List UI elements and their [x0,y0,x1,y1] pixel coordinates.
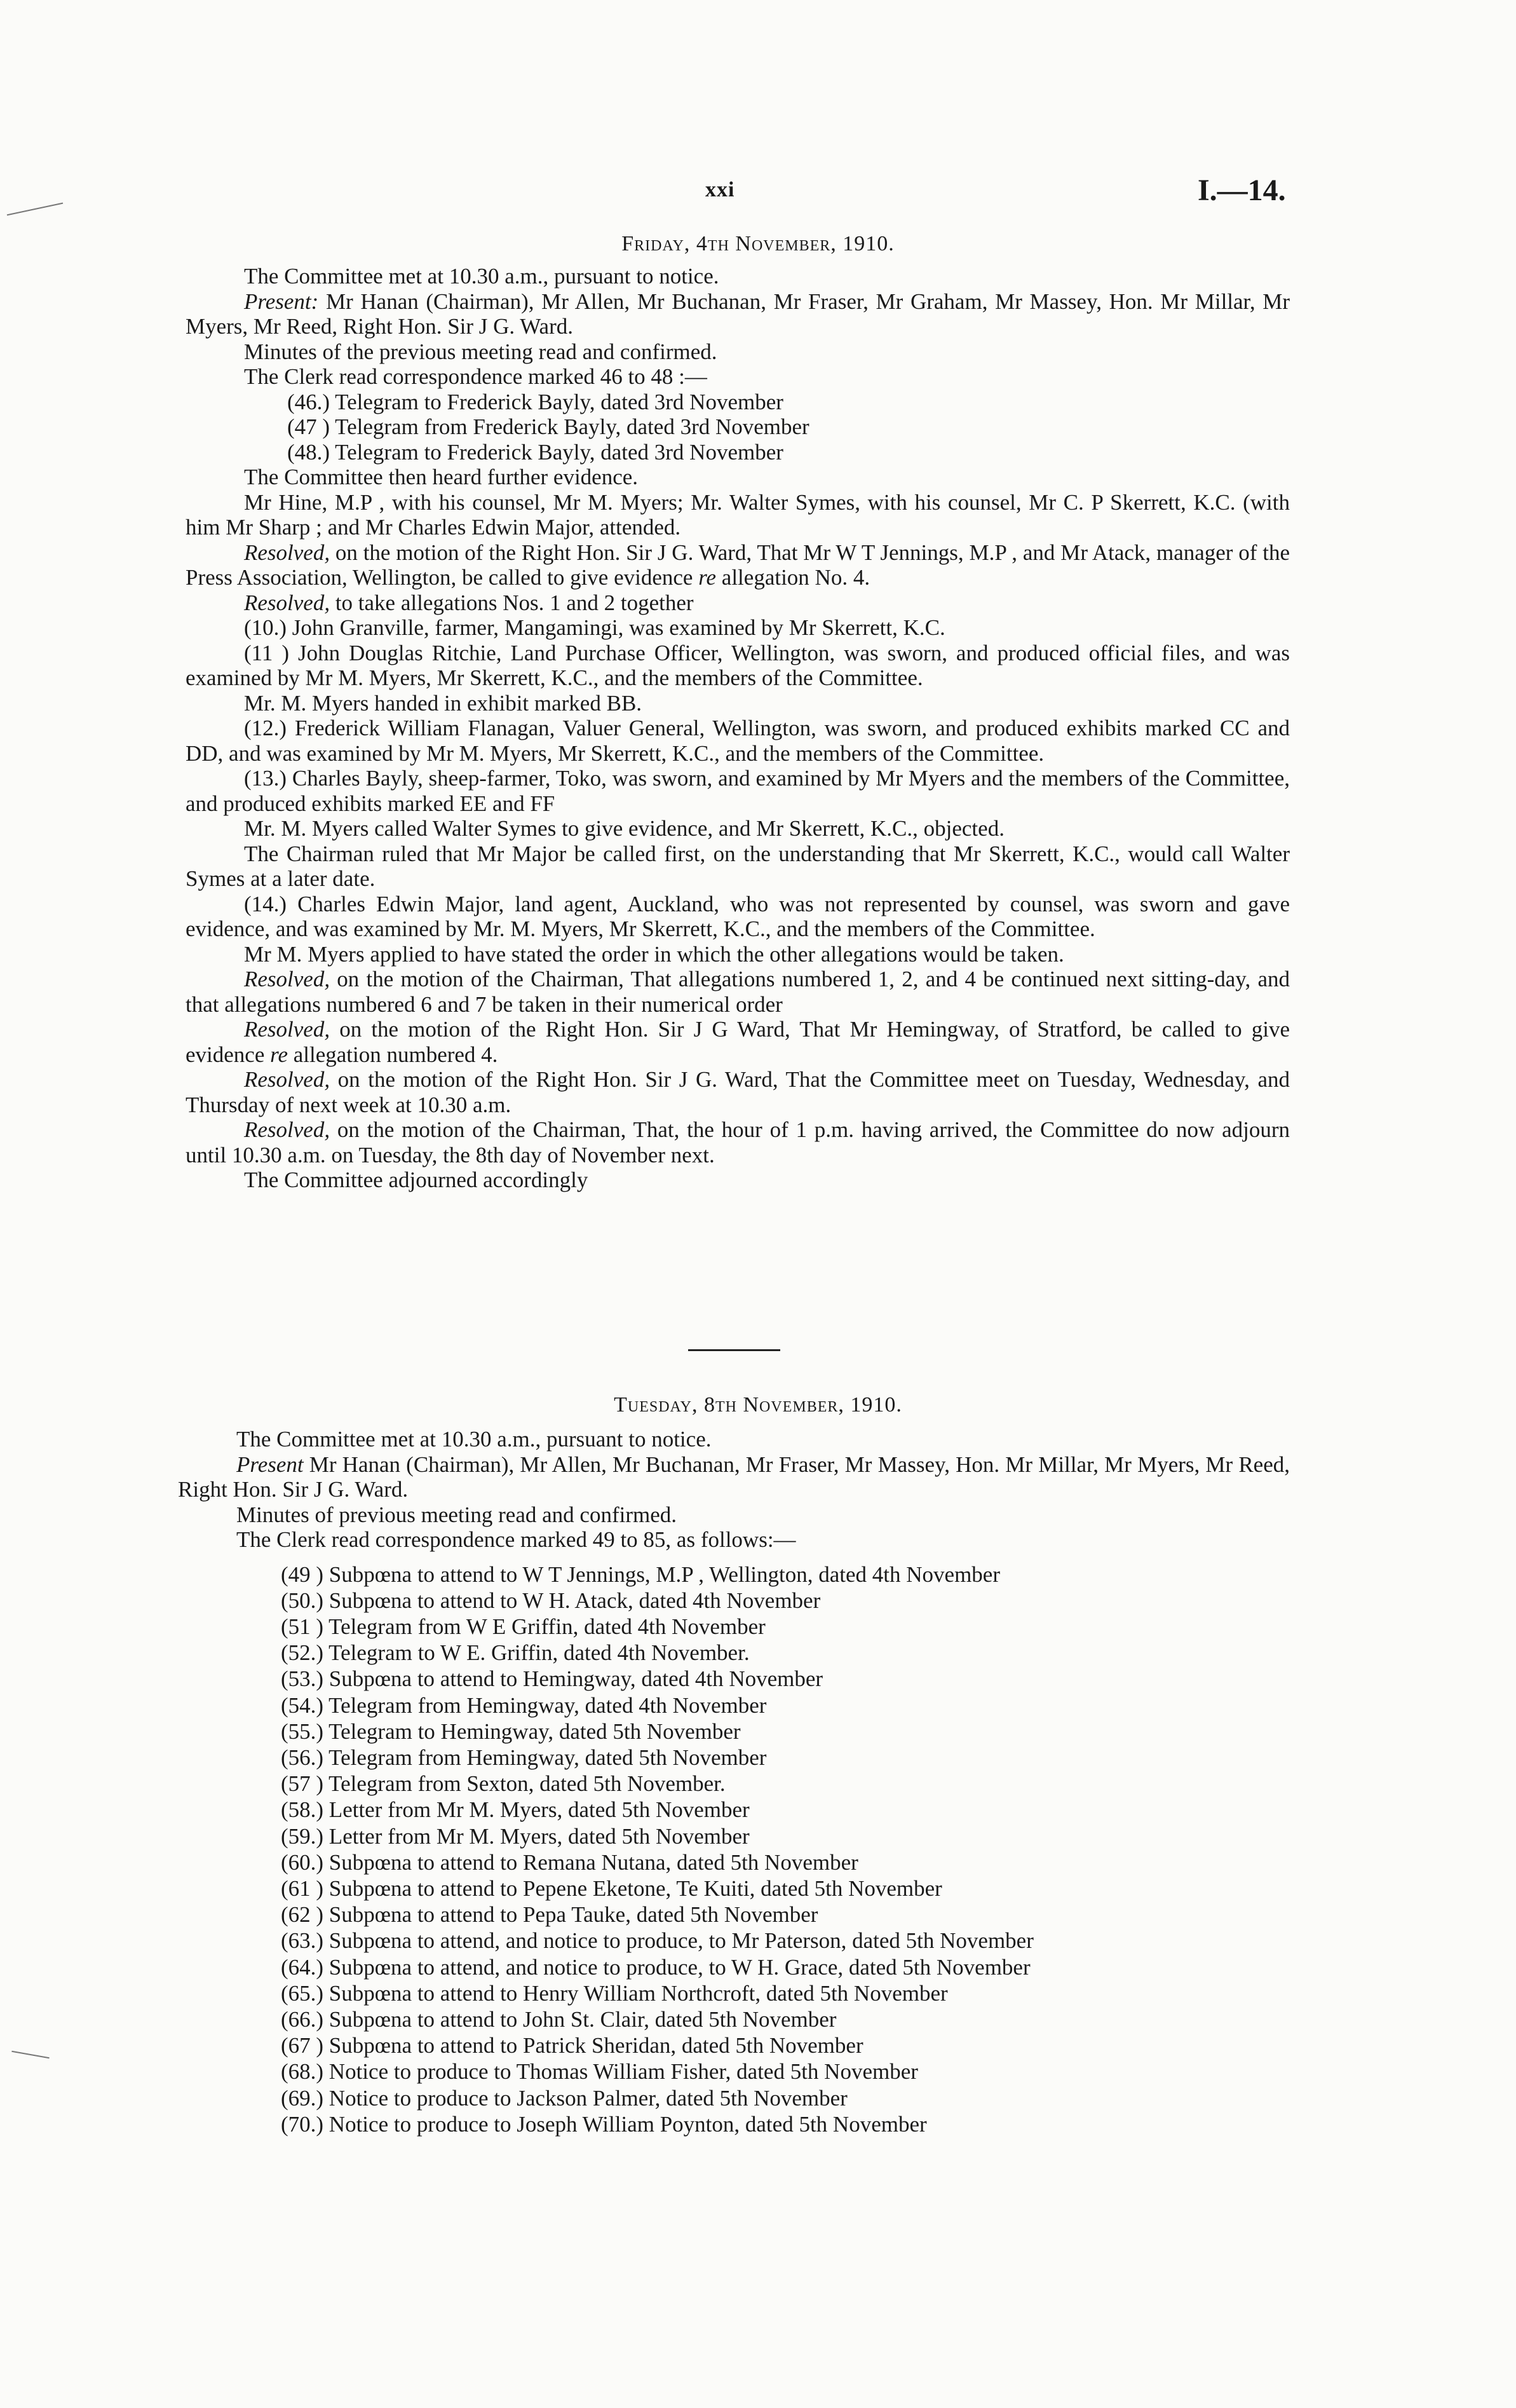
list-item: (69.) Notice to produce to Jackson Palmer, dated 5th November [281,2085,848,2111]
present-label: Present [236,1452,304,1477]
resolved-label: Resolved, [244,540,330,565]
list-item: (57 ) Telegram from Sexton, dated 5th November. [281,1771,726,1797]
adjourned-statement: The Committee adjourned accordingly [244,1167,588,1192]
list-item: (64.) Subpœna to attend, and notice to produce, to W H. Grace, dated 5th November [281,1954,1031,1980]
resolution-text: on the motion of the Right Hon. Sir J G Ward, That Mr Hemingway, of Stratford, be called to give evidence [186,1017,1290,1067]
present-paragraph [186,289,1290,339]
list-item: (68.) Notice to produce to Thomas William Fisher, dated 5th November [281,2059,918,2085]
present-members: Mr Hanan (Chairman), Mr Allen, Mr Buchanan, Mr Fraser, Mr Massey, Hon. Mr Millar, Mr Myers, Mr Reed, Right Hon. Sir J G. Ward. [178,1452,1290,1502]
present-members: Mr Hanan (Chairman), Mr Allen, Mr Buchanan, Mr Fraser, Mr Graham, Mr Massey, Hon. Mr Millar, Mr Myers, Mr Reed, Right Hon. Sir J G. Ward. [186,289,1290,339]
resolution-text: to take allegations Nos. 1 and 2 together [335,590,694,615]
list-item: (63.) Subpœna to attend, and notice to produce, to Mr Paterson, dated 5th November [281,1928,1034,1954]
present-label: Present: [244,289,319,314]
meeting-opening: The Committee met at 10.30 a.m., pursuant to notice. [236,1427,712,1452]
list-item: (60.) Subpœna to attend to Remana Nutana, dated 5th November [281,1849,858,1875]
list-item: (65.) Subpœna to attend to Henry William Northcroft, dated 5th November [281,1980,948,2006]
list-item: (61 ) Subpœna to attend to Pepene Eketone, Te Kuiti, dated 5th November [281,1875,942,1901]
section-tuesday-body [178,1427,1290,2137]
list-item: (55.) Telegram to Hemingway, dated 5th November [281,1718,741,1744]
attendees-paragraph: Mr Hine, M.P , with his counsel, Mr M. Myers; Mr. Walter Symes, with his counsel, Mr C. P Skerrett, K.C. (with him Mr Sharp ; and Mr Charles Edwin Major, attended. [186,489,1290,540]
meeting-opening: The Committee met at 10.30 a.m., pursuant to notice. [244,264,719,289]
order-application: Mr M. Myers applied to have stated the order in which the other allegations would be taken. [244,941,1064,967]
witness-ritchie: (11 ) John Douglas Ritchie, Land Purchase Officer, Wellington, was sworn, and produced official files, and was examined by Mr M. Myers, Mr Skerrett, K.C., and the members of the Committee. [186,640,1290,690]
scan-artifact [7,203,63,216]
resolution-meet [186,1067,1290,1117]
witness-major: (14.) Charles Edwin Major, land agent, Auckland, who was not represented by counsel, was sworn and gave evidence, and was examined by Mr. M. Myers, Mr Skerrett, K.C., and the members of the Committee. [186,891,1290,941]
minutes-confirmed: Minutes of previous meeting read and confirmed. [236,1502,677,1527]
resolution-allegations [186,590,1290,616]
resolved-label: Resolved, [244,1017,330,1042]
list-item: (48.) Telegram to Frederick Bayly, dated 3rd November [287,439,783,465]
list-item: (66.) Subpœna to attend to John St. Clair, dated 5th November [281,2006,837,2032]
section-heading-friday: Friday, 4th November, 1910. [621,232,895,255]
clerk-correspondence: The Clerk read correspondence marked 49 to 85, as follows:— [236,1527,796,1552]
list-item: (56.) Telegram from Hemingway, dated 5th November [281,1745,767,1770]
list-item: (58.) Letter from Mr M. Myers, dated 5th November [281,1797,750,1823]
resolution-adjourn [186,1117,1290,1167]
resolution-text: on the motion of the Chairman, That allegations numbered 1, 2, and 4 be continued next sitting-day, and that allegations numbered 6 and 7 be taken in their numerical order [186,967,1290,1017]
resolved-label: Resolved, [244,1117,330,1142]
list-item: (67 ) Subpœna to attend to Patrick Sheridan, dated 5th November [281,2033,863,2058]
chairman-ruling: The Chairman ruled that Mr Major be called first, on the understanding that Mr Skerrett, K.C., would call Walter Symes at a later date. [186,841,1290,891]
list-item: (47 ) Telegram from Frederick Bayly, dated 3rd November [287,414,809,439]
minutes-confirmed: Minutes of the previous meeting read and confirmed. [244,339,717,364]
list-item: (70.) Notice to produce to Joseph William Poynton, dated 5th November [281,2111,927,2137]
page-number: xxi [705,178,735,201]
list-item: (54.) Telegram from Hemingway, dated 4th November [281,1692,767,1718]
resolution-text-tail: allegation No. 4. [721,565,870,590]
resolved-label: Resolved, [244,590,330,615]
witness-flanagan: (12.) Frederick William Flanagan, Valuer General, Wellington, was sworn, and produced exhibits marked CC and DD, and was examined by Mr M. Myers, Mr Skerrett, K.C., and the members of the Committee. [186,716,1290,766]
resolved-label: Resolved, [244,967,330,991]
symes-objection: Mr. M. Myers called Walter Symes to give evidence, and Mr Skerrett, K.C., objected. [244,816,1005,841]
list-item: (50.) Subpœna to attend to W H. Atack, dated 4th November [281,1588,821,1613]
clerk-correspondence: The Clerk read correspondence marked 46 to 48 :— [244,364,707,389]
section-divider [688,1349,780,1351]
section-heading-tuesday: Tuesday, 8th November, 1910. [614,1393,902,1417]
correspondence-list [178,1561,1290,2137]
resolution-continue [186,967,1290,1017]
section-friday-body [186,264,1290,1193]
resolution-text-tail: allegation numbered 4. [293,1042,498,1067]
list-item: (52.) Telegram to W E. Griffin, dated 4th November. [281,1640,750,1666]
resolution-jennings [186,540,1290,590]
evidence-heard: The Committee then heard further evidence. [244,465,639,489]
exhibit-bb: Mr. M. Myers handed in exhibit marked BB. [244,690,642,716]
list-item: (62 ) Subpœna to attend to Pepa Tauke, dated 5th November [281,1902,818,1928]
witness-bayly: (13.) Charles Bayly, sheep-farmer, Toko, was sworn, and examined by Mr Myers and the members of the Committee, and produced exhibits marked EE and FF [186,766,1290,816]
list-item: (51 ) Telegram from W E Griffin, dated 4th November [281,1614,766,1639]
list-item: (53.) Subpœna to attend to Hemingway, dated 4th November [281,1666,823,1692]
correspondence-list [186,390,1290,465]
present-paragraph [178,1452,1290,1502]
re-label: re [270,1042,288,1067]
resolution-hemingway [186,1017,1290,1067]
re-label: re [698,565,717,590]
list-item: (59.) Letter from Mr M. Myers, dated 5th November [281,1823,750,1849]
list-item: (49 ) Subpœna to attend to W T Jennings, M.P , Wellington, dated 4th November [281,1561,1000,1587]
witness-granville: (10.) John Granville, farmer, Mangamingi, was examined by Mr Skerrett, K.C. [244,615,945,640]
resolution-text: on the motion of the Chairman, That, the hour of 1 p.m. having arrived, the Committee do now adjourn until 10.30 a.m. on Tuesday, the 8th day of November next. [186,1117,1290,1167]
scan-artifact [11,2051,49,2058]
list-item: (46.) Telegram to Frederick Bayly, dated 3rd November [287,389,783,414]
resolved-label: Resolved, [244,1067,330,1092]
document-reference: I.—14. [1198,173,1286,207]
resolution-text: on the motion of the Right Hon. Sir J G. Ward, That Mr W T Jennings, M.P , and Mr Atack, manager of the Press Association, Wellington, be called to give evidence [186,540,1290,590]
resolution-text: on the motion of the Right Hon. Sir J G. Ward, That the Committee meet on Tuesday, Wednesday, and Thursday of next week at 10.30 a.m. [186,1067,1290,1117]
